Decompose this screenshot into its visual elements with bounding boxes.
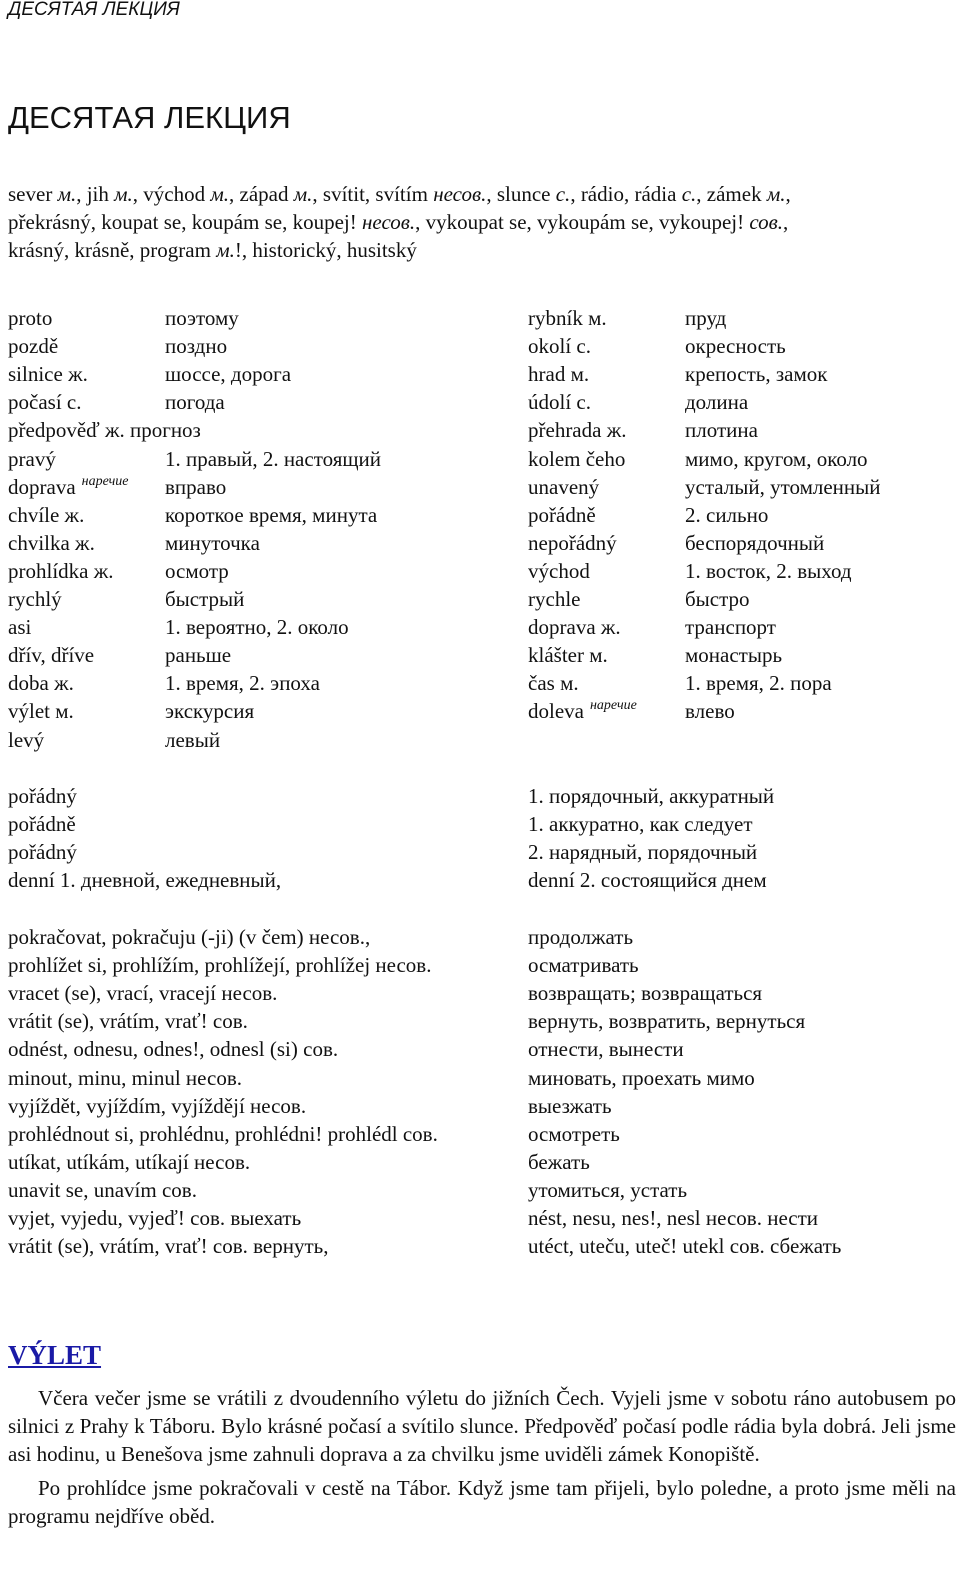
intro-text: , vykoupat se, vykoupám se, vykoupej! xyxy=(415,210,750,234)
pair-right: nést, nesu, nes!, nesl несов. нести xyxy=(528,1206,819,1230)
intro-text: , západ xyxy=(229,182,294,206)
vocab-cell-c2: экскурсия xyxy=(165,699,255,724)
section-title-vylet: VÝLET xyxy=(8,1340,102,1370)
pair-left: prohlédnout si, prohlédnu, prohlédni! prohlédl сов. xyxy=(8,1121,438,1146)
grammar-abbr: м. xyxy=(766,182,786,206)
vocab-cell-c3: kolem čeho xyxy=(528,446,626,471)
vocab-cell-c3: nepořádný xyxy=(528,530,617,555)
vocab-cell-c4: транспорт xyxy=(685,615,776,640)
pair-row xyxy=(0,840,960,868)
vocab-row xyxy=(0,643,960,671)
vocab-row xyxy=(0,447,960,475)
vocab-row xyxy=(0,587,960,615)
grammar-abbr: с. xyxy=(681,182,697,206)
pair-right: отнести, вынести xyxy=(528,1037,684,1062)
pair-left: minout, minu, minul несов. xyxy=(8,1065,242,1090)
pair-row xyxy=(0,868,960,896)
vocab-cell-c4: окресность xyxy=(685,334,786,359)
pair-left: pořádný xyxy=(8,784,77,808)
pair-left: vyjet, vyjedu, vyjeď! сов. выехать xyxy=(8,1206,302,1230)
pair-left: utíkat, utíkám, utíkají несов. xyxy=(8,1149,251,1174)
vocab-row xyxy=(0,699,960,727)
vocab-cell-c2: осмотр xyxy=(165,558,229,583)
vocab-cell-c1: pravý xyxy=(8,446,56,471)
pair-row xyxy=(0,1234,960,1262)
grammar-abbr: м. xyxy=(57,182,77,206)
vocab-row xyxy=(0,671,960,699)
intro-text: , zámek xyxy=(696,182,767,206)
vocab-cell-c2: короткое время, минута xyxy=(165,502,378,527)
intro-text: , jih xyxy=(76,182,115,206)
grammar-abbr: сов. xyxy=(749,210,784,234)
pair-right: utéct, uteču, uteč! utekl сов. сбежать xyxy=(528,1234,842,1259)
vocab-cell-c3: údolí с. xyxy=(528,390,591,415)
pair-left: pořádný xyxy=(8,840,77,865)
vocab-row xyxy=(0,390,960,418)
vocab-cell-c1: dřív, dříve xyxy=(8,643,95,668)
vocab-cell-c2: минуточка xyxy=(165,530,260,555)
vocab-cell-c1: doprava $^{наречие}$ xyxy=(8,473,129,499)
grammar-abbr: м. xyxy=(216,238,235,262)
vocab-cell-c3: okolí с. xyxy=(528,334,591,359)
vocab-cell-c2: поэтому xyxy=(165,306,239,330)
vocab-cell-c4: беспорядочный xyxy=(685,530,825,555)
vocab-cell-c4: монастырь xyxy=(685,643,783,668)
pair-row xyxy=(0,1206,960,1234)
vocab-cell-c1: výlet м. xyxy=(8,699,74,724)
pair-left: pokračovat, pokračuju (-ji) (v čem) несов., xyxy=(8,925,371,949)
vocab-cell-c1: pozdě xyxy=(8,334,59,359)
intro-text: překrásný, koupat se, koupám se, koupej! xyxy=(8,210,362,234)
pair-row xyxy=(0,1009,960,1037)
intro-text: , slunce xyxy=(486,182,556,206)
vocab-cell-c4: 1. восток, 2. выход xyxy=(685,558,852,583)
vocab-cell-c1: rychlý xyxy=(8,587,62,611)
vocab-cell-c1: předpověď ж. прогноз xyxy=(8,418,201,443)
pair-row xyxy=(0,812,960,840)
intro-text: , svítit, svítím xyxy=(312,182,434,206)
vocab-cell-c2: 1. вероятно, 2. около xyxy=(165,615,349,640)
intro-line xyxy=(8,180,953,208)
intro-text: , xyxy=(785,182,791,206)
pair-right: утомиться, устать xyxy=(528,1177,688,1202)
intro-text: , rádio, rádia xyxy=(570,182,682,206)
pair-row xyxy=(0,784,960,812)
intro-line xyxy=(8,236,953,264)
pair-left: vyjíždět, vyjíždím, vyjíždějí несов. xyxy=(8,1093,307,1118)
vocab-cell-c1: proto xyxy=(8,306,53,330)
pair-left: denní 1. дневной, ежедневный, xyxy=(8,868,282,893)
intro-text: !, historický, husitský xyxy=(234,238,417,262)
grammar-abbr: м. xyxy=(210,182,230,206)
vocab-cell-c1: silnice ж. xyxy=(8,362,88,387)
vocab-cell-c4: влево xyxy=(685,699,735,724)
intro-vocabulary xyxy=(8,180,953,264)
part-of-speech-note: наречие xyxy=(589,698,637,714)
pair-right: осматривать xyxy=(528,953,639,978)
intro-line xyxy=(8,208,953,236)
vocab-row xyxy=(0,418,960,446)
pair-row xyxy=(0,1178,960,1206)
pair-left: unavit se, unavím сов. xyxy=(8,1177,197,1202)
vocab-cell-c4: плотина xyxy=(685,418,758,443)
vocab-row xyxy=(0,475,960,503)
pair-left: prohlížet si, prohlížím, prohlížejí, prohlížej несов. xyxy=(8,953,432,978)
vocab-cell-c2: шоссе, дорога xyxy=(165,362,292,387)
vocab-cell-c3: čas м. xyxy=(528,671,579,696)
pair-right: продолжать xyxy=(528,925,634,949)
pair-right: миновать, проехать мимо xyxy=(528,1065,755,1090)
vocab-cell-c2: 1. время, 2. эпоха xyxy=(165,671,320,696)
vocab-cell-c3: unavený xyxy=(528,474,600,499)
pair-row xyxy=(0,925,960,953)
part-of-speech-note: наречие xyxy=(81,473,129,489)
vocab-cell-c4: 2. сильно xyxy=(685,502,769,527)
vocab-cell-c2: раньше xyxy=(165,643,232,668)
pair-right: denní 2. состоящийся днем xyxy=(528,868,767,893)
pair-row xyxy=(0,1037,960,1065)
vocab-row xyxy=(0,503,960,531)
vocab-cell-c4: быстро xyxy=(685,587,750,611)
running-header: ДЕСЯТАЯ ЛЕКЦИЯ xyxy=(8,0,180,20)
pair-row xyxy=(0,1094,960,1122)
vocab-row xyxy=(0,362,960,390)
pair-right: осмотреть xyxy=(528,1121,620,1146)
pair-row xyxy=(0,1150,960,1178)
story-paragraph-2: Po prohlídce jsme pokračovali v cestě na Tábor. Když jsme tam přijeli, bylo poledne, a proto jsme měli na programu nejdříve oběd. xyxy=(8,1476,956,1528)
vocab-cell-c3: rychle xyxy=(528,587,581,611)
vocab-cell-c2: погода xyxy=(165,390,225,415)
grammar-abbr: м. xyxy=(114,182,133,206)
vocab-row xyxy=(0,728,960,756)
pair-left: odnést, odnesu, odnes!, odnesl (si) сов. xyxy=(8,1037,339,1062)
pair-left: vrátit (se), vrátím, vrať! сов. вернуть, xyxy=(8,1234,329,1259)
pair-row xyxy=(0,953,960,981)
intro-text: krásný, krásně, program xyxy=(8,238,217,262)
story-paragraph-1: Včera večer jsme se vrátili z dvoudenního výletu do jižních Čech. Vyjeli jsme v sobotu ráno autobusem po silnici z Prahy k Táboru. Bylo krásné počasí a svítilo slunce. Předpověď počasí podle rádia byla dobrá. Jeli jsme asi hodinu, u Benešova jsme zahnuli doprava a za chvilku jsme uviděli zámek Konopiště. xyxy=(8,1386,956,1466)
pair-row xyxy=(0,1066,960,1094)
vocab-row xyxy=(0,334,960,362)
vocab-cell-c4: крепость, замок xyxy=(685,362,828,387)
pair-right: вернуть, возвратить, вернуться xyxy=(528,1009,806,1034)
pair-right: 1. порядочный, аккуратный xyxy=(528,784,775,808)
vocab-cell-c3: východ xyxy=(528,558,590,583)
intro-text: , východ xyxy=(132,182,211,206)
vocab-cell-c1: prohlídka ж. xyxy=(8,558,114,583)
vocab-cell-c4: пруд xyxy=(685,306,727,330)
vocab-cell-c3: klášter м. xyxy=(528,643,608,668)
grammar-abbr: с. xyxy=(555,182,571,206)
pair-right: выезжать xyxy=(528,1093,612,1118)
vocab-cell-c1: chvíle ж. xyxy=(8,502,85,527)
vocab-cell-c4: 1. время, 2. пора xyxy=(685,671,832,696)
vocab-cell-c4: усталый, утомленный xyxy=(685,474,881,499)
pair-right: 2. нарядный, порядочный xyxy=(528,840,758,865)
pair-row xyxy=(0,981,960,1009)
grammar-abbr: м. xyxy=(293,182,313,206)
vocab-cell-c2: вправо xyxy=(165,474,227,499)
intro-text: , xyxy=(783,210,789,234)
grammar-abbr: несов. xyxy=(433,182,487,206)
vocab-row xyxy=(0,306,960,334)
grammar-abbr: несов. xyxy=(362,210,416,234)
vocab-cell-c1: doba ж. xyxy=(8,671,74,696)
vocab-cell-c2: поздно xyxy=(165,334,228,359)
pair-right: возвращать; возвращаться xyxy=(528,981,763,1006)
vocab-cell-c2: 1. правый, 2. настоящий xyxy=(165,446,382,471)
vocab-cell-c3: doprava ж. xyxy=(528,615,621,640)
vocab-cell-c1: chvilka ж. xyxy=(8,530,95,555)
vocab-cell-c3: doleva $^{наречие}$ xyxy=(528,698,637,724)
intro-text: sever xyxy=(8,182,58,206)
vocab-cell-c3: hrad м. xyxy=(528,362,590,387)
vocab-cell-c3: pořádně xyxy=(528,502,596,527)
vocab-cell-c1: asi xyxy=(8,615,32,640)
pair-right: 1. аккуратно, как следует xyxy=(528,812,753,837)
vocab-cell-c1: levý xyxy=(8,727,45,752)
story-text xyxy=(8,1384,956,1536)
vocab-row xyxy=(0,615,960,643)
vocab-row xyxy=(0,559,960,587)
pair-left: vracet (se), vrací, vracejí несов. xyxy=(8,981,278,1006)
vocab-row xyxy=(0,531,960,559)
vocab-cell-c2: левый xyxy=(165,727,221,752)
pair-left: pořádně xyxy=(8,812,76,837)
vocab-cell-c1: počasí с. xyxy=(8,390,82,415)
vocab-cell-c2: быстрый xyxy=(165,587,245,611)
vocab-cell-c4: мимо, кругом, около xyxy=(685,446,868,471)
vocab-cell-c3: rybník м. xyxy=(528,306,607,330)
pair-row xyxy=(0,1122,960,1150)
pair-left: vrátit (se), vrátím, vrať! сов. xyxy=(8,1009,248,1034)
vocab-cell-c3: přehrada ж. xyxy=(528,418,627,443)
pair-right: бежать xyxy=(528,1149,590,1174)
page-title: ДЕСЯТАЯ ЛЕКЦИЯ xyxy=(8,100,291,135)
vocab-cell-c4: долина xyxy=(685,390,749,415)
